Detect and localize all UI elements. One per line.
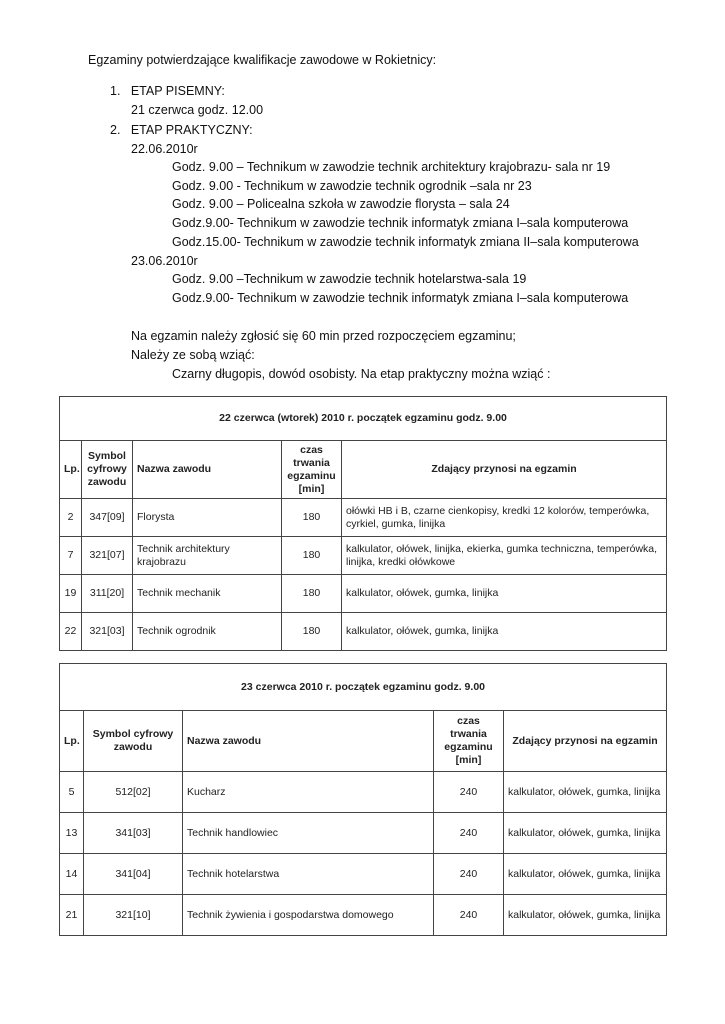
- cell-duration: 180: [282, 613, 342, 651]
- table-row: [60, 537, 667, 575]
- table-row: [60, 499, 667, 537]
- cell-lp: 13: [60, 813, 84, 854]
- cell-lp: 19: [60, 575, 82, 613]
- cell-symbol: 347[09]: [82, 499, 133, 537]
- stage-written-date: 21 czerwca godz. 12.00: [131, 103, 264, 117]
- practical-day1-item: Godz.15.00- Technikum w zawodzie technik informatyk zmiana II–sala komputerowa: [172, 235, 639, 249]
- practical-day2-item: Godz.9.00- Technikum w zawodzie technik informatyk zmiana I–sala komputerowa: [172, 291, 629, 305]
- stage-practical-label: 2. ETAP PRAKTYCZNY:: [110, 123, 253, 137]
- practical-day1-item: Godz. 9.00 - Technikum w zawodzie technik ogrodnik –sala nr 23: [172, 179, 532, 193]
- note-arrival: Na egzamin należy zgłosić się 60 min przed rozpoczęciem egzaminu;: [131, 329, 516, 343]
- practical-day2-item: Godz. 9.00 –Technikum w zawodzie technik hotelarstwa-sala 19: [172, 272, 527, 286]
- stage-written-label: 1. ETAP PISEMNY:: [110, 84, 225, 98]
- cell-symbol: 321[10]: [84, 895, 183, 936]
- document-heading: Egzaminy potwierdzające kwalifikacje zawodowe w Rokietnicy:: [88, 53, 437, 67]
- cell-supplies: kalkulator, ołówek, gumka, linijka: [504, 772, 667, 813]
- practical-day1-item: Godz. 9.00 – Policealna szkoła w zawodzie florysta – sala 24: [172, 197, 510, 211]
- note-bring: Należy ze sobą wziąć:: [131, 348, 255, 362]
- cell-lp: 14: [60, 854, 84, 895]
- cell-symbol: 341[03]: [84, 813, 183, 854]
- cell-duration: 180: [282, 537, 342, 575]
- practical-day1-date: 22.06.2010r: [131, 142, 198, 156]
- column-header: Lp.: [60, 441, 82, 499]
- column-header: czas trwania egzaminu [min]: [434, 711, 504, 772]
- cell-lp: 7: [60, 537, 82, 575]
- cell-supplies: kalkulator, ołówek, gumka, linijka: [342, 613, 667, 651]
- table-title: 23 czerwca 2010 r. początek egzaminu godz. 9.00: [60, 664, 667, 711]
- table-row: [60, 575, 667, 613]
- cell-duration: 180: [282, 575, 342, 613]
- exam-table-june-23: [59, 663, 667, 936]
- table-row: [60, 854, 667, 895]
- cell-supplies: kalkulator, ołówek, gumka, linijka: [342, 575, 667, 613]
- column-header: Zdający przynosi na egzamin: [504, 711, 667, 772]
- cell-symbol: 321[07]: [82, 537, 133, 575]
- column-header: czas trwania egzaminu [min]: [282, 441, 342, 499]
- column-header: Symbol cyfrowy zawodu: [82, 441, 133, 499]
- cell-lp: 21: [60, 895, 84, 936]
- cell-symbol: 512[02]: [84, 772, 183, 813]
- cell-duration: 240: [434, 895, 504, 936]
- cell-supplies: kalkulator, ołówek, gumka, linijka: [504, 813, 667, 854]
- cell-profession: Technik handlowiec: [183, 813, 434, 854]
- cell-supplies: ołówki HB i B, czarne cienkopisy, kredki 12 kolorów, temperówka, cyrkiel, gumka, linijka: [342, 499, 667, 537]
- cell-profession: Florysta: [133, 499, 282, 537]
- cell-profession: Kucharz: [183, 772, 434, 813]
- practical-day1-item: Godz. 9.00 – Technikum w zawodzie technik architektury krajobrazu- sala nr 19: [172, 160, 611, 174]
- note-items: Czarny długopis, dowód osobisty. Na etap praktyczny można wziąć :: [172, 367, 551, 381]
- cell-duration: 240: [434, 813, 504, 854]
- column-header: Nazwa zawodu: [183, 711, 434, 772]
- table-title: 22 czerwca (wtorek) 2010 r. początek egzaminu godz. 9.00: [60, 397, 667, 441]
- practical-day1-item: Godz.9.00- Technikum w zawodzie technik informatyk zmiana I–sala komputerowa: [172, 216, 629, 230]
- cell-duration: 240: [434, 854, 504, 895]
- cell-symbol: 321[03]: [82, 613, 133, 651]
- cell-lp: 5: [60, 772, 84, 813]
- column-header: Nazwa zawodu: [133, 441, 282, 499]
- table-row: [60, 895, 667, 936]
- cell-profession: Technik żywienia i gospodarstwa domowego: [183, 895, 434, 936]
- column-header: Symbol cyfrowy zawodu: [84, 711, 183, 772]
- table-row: [60, 813, 667, 854]
- table-row: [60, 772, 667, 813]
- cell-duration: 180: [282, 499, 342, 537]
- cell-symbol: 341[04]: [84, 854, 183, 895]
- cell-lp: 22: [60, 613, 82, 651]
- exam-table-june-22: [59, 396, 667, 651]
- cell-symbol: 311[20]: [82, 575, 133, 613]
- table-row: [60, 613, 667, 651]
- practical-day2-date: 23.06.2010r: [131, 254, 198, 268]
- cell-profession: Technik ogrodnik: [133, 613, 282, 651]
- column-header: Lp.: [60, 711, 84, 772]
- cell-lp: 2: [60, 499, 82, 537]
- column-header: Zdający przynosi na egzamin: [342, 441, 667, 499]
- cell-supplies: kalkulator, ołówek, linijka, ekierka, gumka techniczna, temperówka, linijka, kredki ołówkowe: [342, 537, 667, 575]
- cell-duration: 240: [434, 772, 504, 813]
- cell-supplies: kalkulator, ołówek, gumka, linijka: [504, 895, 667, 936]
- cell-profession: Technik hotelarstwa: [183, 854, 434, 895]
- cell-profession: Technik mechanik: [133, 575, 282, 613]
- cell-supplies: kalkulator, ołówek, gumka, linijka: [504, 854, 667, 895]
- cell-profession: Technik architektury krajobrazu: [133, 537, 282, 575]
